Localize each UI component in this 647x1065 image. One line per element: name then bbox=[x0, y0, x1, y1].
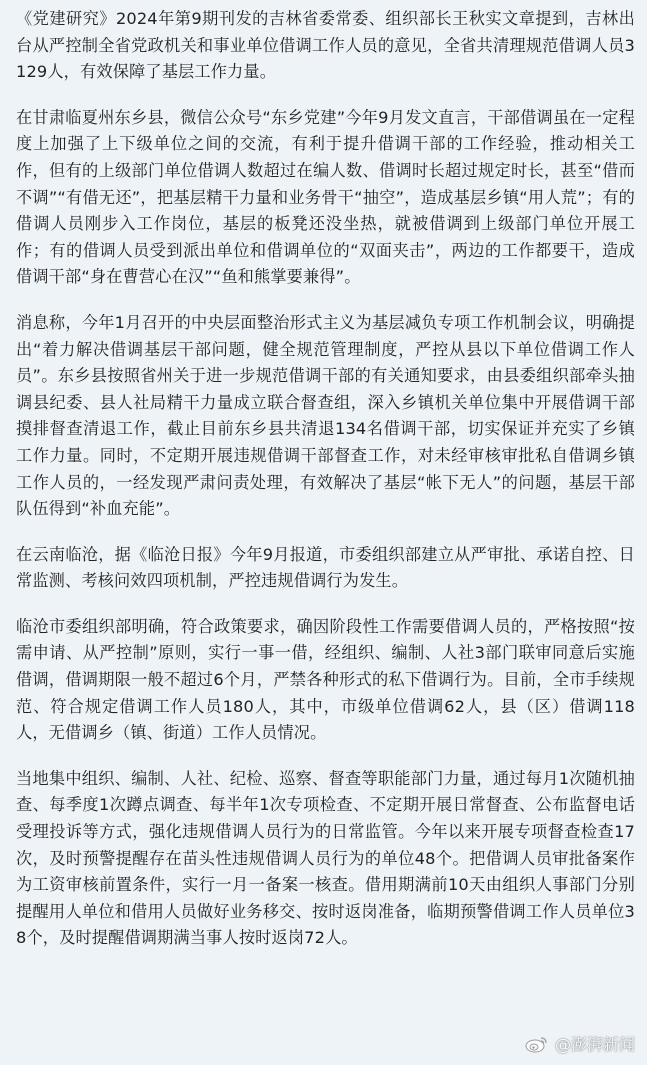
weibo-logo-icon bbox=[525, 1035, 549, 1053]
article-paragraph: 在云南临沧，据《临沧日报》今年9月报道，市委组织部建立从严审批、承诺自控、日常监测、考核问效四项机制，严控违规借调行为发生。 bbox=[16, 544, 635, 591]
weibo-watermark bbox=[525, 1032, 635, 1055]
article-paragraph: 当地集中组织、编制、人社、纪检、巡察、督查等职能部门力量，通过每月1次随机抽查、每季度1次蹲点调查、每半年1次专项检查、不定期开展日常督查、公布监督电话受理投诉等方式，强化违规借调人员行为的日常监管。今年以来开展专项督查检查17次，及时预警提醒存在苗头性违规借调人员行为的单位48个。把借调人员审批备案作为工资审核前置条件，实行一月一备案一核查。借用期满前10天由组织人事部门分别提醒用人单位和借用人员做好业务移交、按时返岗准备，临期预警借调工作人员单位38个，及时提醒借调期满当事人按时返岗72人。 bbox=[16, 768, 635, 948]
article-paragraph: 在甘肃临夏州东乡县，微信公众号“东乡党建”今年9月发文直言，干部借调虽在一定程度上加强了上下级单位之间的交流，有利于提升借调干部的工作经验，推动相关工作，但有的上级部门单位借调人数超过在编人数、借调时长超过规定时长，甚至“借而不调”“有借无还”，把基层精干力量和业务骨干“抽空”，造成基层乡镇“用人荒”；有的借调人员刚步入工作岗位，基层的板凳还没坐热，就被借调到上级部门单位开展工作；有的借调人员受到派出单位和借调单位的“双面夹击”，两边的工作都要干，造成借调干部“身在曹营心在汉”“鱼和熊掌要兼得”。 bbox=[16, 107, 635, 287]
article-paragraph: 临沧市委组织部明确，符合政策要求，确因阶段性工作需要借调人员的，严格按照“按需申请、从严控制”原则，实行一事一借，经组织、编制、人社3部门联审同意后实施借调，借调期限一般不超过6个月，严禁各种形式的私下借调行为。目前，全市手续规范、符合规定借调工作人员180人，其中，市级单位借调62人，县（区）借调118人，无借调乡（镇、街道）工作人员情况。 bbox=[16, 616, 635, 743]
watermark-text: @澎湃新闻 bbox=[554, 1035, 635, 1054]
article-paragraph: 《党建研究》2024年第9期刊发的吉林省委常委、组织部长王秋实文章提到，吉林出台从严控制全省党政机关和事业单位借调工作人员的意见，全省共清理规范借调人员3129人，有效保障了基层工作力量。 bbox=[16, 9, 635, 82]
article-paragraph: 消息称，今年1月召开的中央层面整治形式主义为基层减负专项工作机制会议，明确提出“着力解决借调基层干部问题，健全规范管理制度，严控从县以下单位借调工作人员”。东乡县按照省州关于进一步规范借调干部的有关通知要求，由县委组织部牵头抽调县纪委、县人社局精干力量成立联合督查组，深入乡镇机关单位集中开展借调干部摸排督查清退工作，截止目前东乡县共清退134名借调干部，切实保证并充实了乡镇工作力量。同时，不定期开展违规借调干部督查工作，对未经审核审批私自借调乡镇工作人员的，一经发现严肃问责处理，有效解决了基层“帐下无人”的问题，基层干部队伍得到“补血充能”。 bbox=[16, 312, 635, 519]
